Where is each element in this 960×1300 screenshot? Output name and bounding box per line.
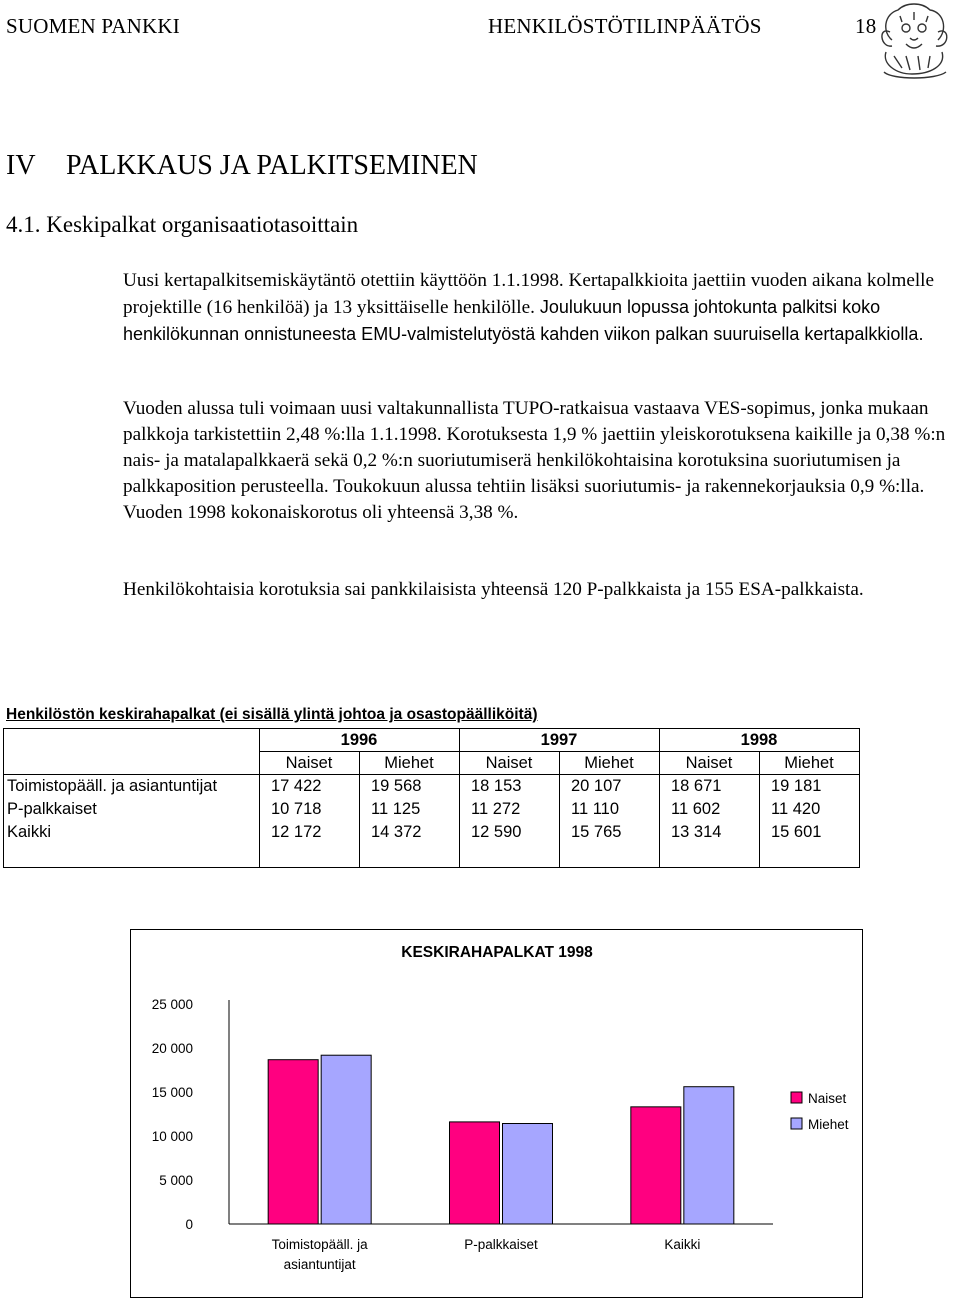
salary-table-title: Henkilöstön keskirahapalkat (ei sisällä ylintä johtoa ja osastopäälliköitä) bbox=[6, 706, 538, 723]
y-tick-label: 5 000 bbox=[159, 1173, 193, 1188]
y-tick-label: 20 000 bbox=[151, 1041, 193, 1056]
chapter-title: PALKKAUS JA PALKITSEMINEN bbox=[66, 150, 478, 181]
table-cell: 10 718 bbox=[271, 800, 322, 818]
chapter-number: IV bbox=[6, 150, 36, 181]
y-tick-label: 0 bbox=[185, 1217, 193, 1232]
salary-table bbox=[3, 728, 860, 868]
y-tick-label: 25 000 bbox=[151, 997, 193, 1012]
table-cell: 15 765 bbox=[571, 823, 622, 841]
table-cell: 11 420 bbox=[771, 800, 821, 818]
table-cell: 20 107 bbox=[571, 777, 622, 795]
header-document-title: HENKILÖSTÖTILINPÄÄTÖS bbox=[488, 14, 762, 38]
paragraph-bonus-practice-text: Uusi kertapalkitsemiskäytäntö otettiin käyttöön 1.1.1998. Kertapalkkioita jaettiin vuoden aikana kolmelle projektille (16 henkilöä) ja 13 yksittäiselle henkilölle. bbox=[123, 270, 935, 318]
section-title: 4.1. Keskipalkat organisaatiotasoittain bbox=[6, 212, 359, 237]
year-header: 1998 bbox=[740, 731, 778, 749]
table-cell: 11 272 bbox=[471, 800, 521, 818]
gender-header: Miehet bbox=[584, 754, 634, 772]
y-tick-label: 15 000 bbox=[151, 1085, 193, 1100]
header-org-name: SUOMEN PANKKI bbox=[6, 14, 180, 38]
bar-naiset bbox=[450, 1122, 500, 1224]
bar-naiset bbox=[631, 1107, 681, 1224]
chart-title: KESKIRAHAPALKAT 1998 bbox=[401, 944, 593, 961]
row-label: Toimistopääll. ja asiantuntijat bbox=[7, 777, 218, 795]
table-cell: 11 125 bbox=[371, 800, 421, 818]
table-cell: 15 601 bbox=[771, 823, 822, 841]
table-cell: 17 422 bbox=[271, 777, 322, 795]
year-header: 1996 bbox=[340, 731, 378, 749]
table-cell: 19 181 bbox=[771, 777, 822, 795]
table-rule bbox=[4, 774, 859, 775]
bar-miehet bbox=[684, 1087, 734, 1224]
year-header: 1997 bbox=[540, 731, 578, 749]
gender-header: Miehet bbox=[784, 754, 834, 772]
table-cell: 18 153 bbox=[471, 777, 522, 795]
gender-header: Naiset bbox=[485, 754, 533, 772]
table-cell: 12 172 bbox=[271, 823, 322, 841]
table-cell: 18 671 bbox=[671, 777, 722, 795]
table-cell: 13 314 bbox=[671, 823, 722, 841]
legend-swatch-miehet bbox=[791, 1118, 802, 1129]
row-label: P-palkkaiset bbox=[7, 800, 97, 818]
table-cell: 14 372 bbox=[371, 823, 422, 841]
x-category-label: P-palkkaiset bbox=[464, 1237, 538, 1252]
gender-header: Naiset bbox=[685, 754, 733, 772]
table-cell: 11 602 bbox=[671, 800, 721, 818]
paragraph-personal-raises: Henkilökohtaisia korotuksia sai pankkilaisista yhteensä 120 P-palkkaista ja 155 ESA-palkkaista. bbox=[123, 579, 864, 600]
legend-label: Miehet bbox=[808, 1117, 849, 1132]
table-cell: 19 568 bbox=[371, 777, 422, 795]
paragraph-bonus-practice bbox=[123, 268, 958, 348]
table-cell: 12 590 bbox=[471, 823, 522, 841]
x-category-label: asiantuntijat bbox=[283, 1257, 356, 1272]
x-category-label: Kaikki bbox=[664, 1237, 701, 1252]
bar-naiset bbox=[268, 1060, 318, 1224]
legend-label: Naiset bbox=[808, 1091, 847, 1106]
salary-bar-chart bbox=[130, 929, 863, 1298]
paragraph-salary-agreement: Vuoden alussa tuli voimaan uusi valtakunnallista TUPO-ratkaisua vastaava VES-sopimus, jonka mukaan palkkoja tarkistettiin 2,48 %:lla 1.1.1998. Korotuksesta 1,9 % jaettiin yleiskorotuksena kaikille ja 0,38 %:n nais- ja matalapalkkaerä sekä 0,2 %:n suoriutumiserä henkilökohtaisina korotuksina suoriutumisen ja palkkaposition perusteella. Toukokuun alussa tehtiin lisäksi suoriutumis- ja rakennekorjauksia 0,9 %:lla. Vuoden 1998 kokonaiskorotus oli yhteensä 3,38 %. bbox=[123, 398, 946, 523]
gender-header: Naiset bbox=[285, 754, 333, 772]
row-label: Kaikki bbox=[7, 823, 52, 841]
lion-logo-icon bbox=[872, 2, 956, 82]
gender-header: Miehet bbox=[384, 754, 434, 772]
bar-miehet bbox=[321, 1055, 371, 1224]
page-number: 18 bbox=[855, 14, 877, 38]
legend-swatch-naiset bbox=[791, 1092, 802, 1103]
table-cell: 11 110 bbox=[571, 800, 620, 818]
paragraph-bonus-december-text: Joulukuun lopussa johtokunta palkitsi koko henkilökunnan onnistuneesta EMU-valmistelutyöstä kahden viikon palkan suuruisella kertapalkkiolla. bbox=[123, 297, 924, 344]
x-category-label: Toimistopääll. ja bbox=[271, 1237, 368, 1252]
bar-miehet bbox=[503, 1124, 553, 1224]
chart-canvas bbox=[131, 930, 861, 1296]
y-tick-label: 10 000 bbox=[151, 1129, 193, 1144]
